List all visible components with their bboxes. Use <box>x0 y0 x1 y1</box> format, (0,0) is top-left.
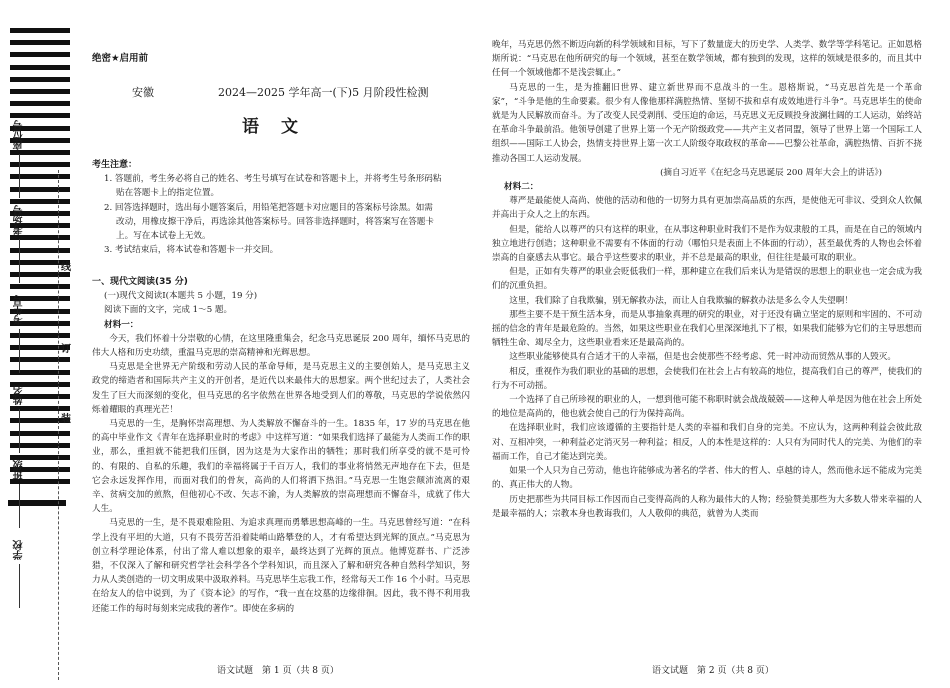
paragraph: 晚年，马克思仍然不断迈向新的科学领域和目标，写下了数量庞大的历史学、人类学、数学等学科笔记。正如恩格斯所说：“马克思在他所研究的每一个领域，甚至在数学领域，都有独到的发现，这样的领域是很多的，而且其中任何一个领域他都不是浅尝辄止。” <box>492 40 922 79</box>
page-1 <box>92 0 470 688</box>
paragraph: 马克思是全世界无产阶级和劳动人民的革命导师，是马克思主义的主要创始人，是马克思主义政党的缔造者和国际共产主义的开创者，是近代以来最伟大的思想家。两个世纪过去了，人类社会发生了巨大而深刻的变化，但马克思的名字依然在世界各地受到人们的尊敬，马克思的学说依然闪烁着耀眼的真理光芒！ <box>92 362 470 415</box>
paragraph: 今天，我们怀着十分崇敬的心情，在这里隆重集会，纪念马克思诞辰 200 周年，缅怀马克思的伟大人格和历史功绩，重温马克思的崇高精神和光辉思想。 <box>92 333 470 359</box>
barcode-stripe <box>10 52 70 57</box>
exam-name: 2024—2025 学年高一(下)5 月阶段性检测 <box>218 86 429 99</box>
section-1 <box>92 275 470 616</box>
paragraph: 马克思的一生，是胸怀崇高理想、为人类解放不懈奋斗的一生。1835 年，17 岁的马克思在他的高中毕业作文《青年在选择职业时的考虑》中这样写道：“如果我们选择了最能为人类而工作的职业，那么，重担就不能把我们压倒，因为这是为大家作出的牺牲；那时我们所享受的就不是可怜的、有限的、自私的乐趣，我们的幸福将属于千百万人，我们的事业将悄然无声地存在下去，但是它会永远发挥作用，而面对我们的骨灰，高尚的人们将洒下热泪。”马克思一生饱尝颠沛流离的艰辛、贫病交加的煎熬，但他初心不改、矢志不渝，为人类解放的崇高理想而不懈奋斗，成就了伟大人生。 <box>92 419 470 515</box>
paragraph: 在选择职业时，我们应该遵循的主要指针是人类的幸福和我们自身的完美。不应认为，这两种利益会彼此敌对、互相冲突，一种利益必定消灭另一种利益；相反，人的本性是这样的：人只有为同时代人的完美、为他们的幸福而工作，自己才能达到完美。 <box>492 423 922 462</box>
notice-item: 上。写在本试卷上无效。 <box>116 231 211 242</box>
barcode-stripe <box>10 101 70 106</box>
barcode-stripe <box>10 284 70 289</box>
paragraph: 相反，重视作为我们职业的基础的思想，会使我们在社会上占有较高的地位，提高我们自己的尊严，使我们的行为不可动摇。 <box>492 366 922 391</box>
paragraph: 历史把那些为共同目标工作因而自己变得高尚的人称为最伟大的人物；经验赞美那些为大多数人带来幸福的人是最幸福的人；宗教本身也教诲我们，人人敬仰的典范，就曾为人类而 <box>492 494 922 519</box>
page-footer: 语文试题 第 2 页（共 8 页） <box>652 666 774 676</box>
notice-item: 1. 答题前，考生务必将自己的姓名、考生号填写在试卷和答题卡上，并将考生号条形码粘 <box>104 174 442 185</box>
paragraph: 马克思的一生，是为推翻旧世界、建立新世界而不息战斗的一生。恩格斯说，“马克思首先是一个革命家”，“斗争是他的生命要素。很少有人像他那样满腔热情、坚韧不拔和卓有成效地进行斗争”。马克思毕生的使命就是为人民解放而奋斗。为了改变人民受剥削、受压迫的命运，马克思义无反顾投身波澜壮阔的工人运动，始终站在革命斗争最前沿。他领导创建了世界上第一个无产阶级政党——共产主义者同盟，领导了世界上第一个国际工人组织——国际工人协会，热情支持世界上第一次工人阶级夺取政权的革命——巴黎公社革命，满腔热情、百折不挠推动各国工人运动发展。 <box>492 82 922 164</box>
cut-mark-line: 线 <box>61 262 71 273</box>
barcode-stripe <box>10 77 70 82</box>
paragraph: 但是，正如有失尊严的职业会贬低我们一样，那种建立在我们后来认为是错误的思想上的职业也一定会成为我们的沉重负担。 <box>492 267 922 292</box>
notice-item: 2. 回答选择题时，选出每小题答案后，用铅笔把答题卡对应题目的答案标号涂黑。如需 <box>104 202 433 213</box>
notice-item: 贴在答题卡上的指定位置。 <box>116 188 220 199</box>
class-field[interactable]: 班级 <box>12 460 27 528</box>
paragraph: 这里，我们除了自我欺骗，别无解救办法，而让人自我欺骗的解救办法是多么令人失望啊！ <box>509 295 853 306</box>
student-number-field[interactable]: 考生号 <box>12 295 27 373</box>
notice-title: 考生注意： <box>92 160 138 170</box>
notice-block <box>92 158 470 257</box>
name-field[interactable]: 姓名 <box>12 385 27 453</box>
subject-title: 语文 <box>242 117 320 137</box>
source-citation: (摘自习近平《在纪念马克思诞辰 200 周年大会上的讲话》) <box>660 167 882 178</box>
page-2-body <box>492 38 922 521</box>
cut-mark-bind: 订 <box>61 344 71 355</box>
section-title: 一、现代文阅读(35 分) <box>92 277 188 287</box>
secret-label: 绝密★启用前 <box>92 53 149 64</box>
school-field[interactable]: 学校 <box>12 540 27 608</box>
cut-line <box>58 170 59 680</box>
barcode-stripe <box>10 199 70 204</box>
paragraph: 一个选择了自己所珍视的职业的人，一想到他可能不称职时就会战战兢兢——这种人单是因为他在社会上所处的地位是高尚的，他也就会使自己的行为保持高尚。 <box>492 395 922 420</box>
paragraph: 这些职业能够使具有合适才干的人幸福，但是也会使那些不经考虑、凭一时冲动而贸然从事的人毁灭。 <box>509 352 896 363</box>
barcode-stripe <box>10 28 70 33</box>
paragraph: 如果一个人只为自己劳动，他也许能够成为著名的学者、伟大的哲人、卓越的诗人，然而他永远不能成为完美的、真正伟大的人物。 <box>492 466 922 491</box>
notice-item: 3. 考试结束后，将本试卷和答题卡一并交回。 <box>104 245 279 256</box>
subsection-title: (一)现代文阅读Ⅰ(本题共 5 小题，19 分) <box>104 291 258 302</box>
seat-number-field[interactable]: 座位号 <box>12 120 27 198</box>
barcode-stripe <box>10 89 70 94</box>
page-footer: 语文试题 第 1 页（共 8 页） <box>217 666 339 676</box>
binding-strip <box>0 0 88 688</box>
paragraph: 马克思的一生，是不畏艰难险阻、为追求真理而勇攀思想高峰的一生。马克思曾经写道：“在科学上没有平坦的大道，只有不畏劳苦沿着陡峭山路攀登的人，才有希望达到光辉的顶点。”马克思为创立科学理论体系，付出了常人难以想象的艰辛，最终达到了光辉的顶点。他博览群书、广泛涉猎，不仅深入了解和研究哲学社会科学各个学科知识，而且深入了解和研究各种自然科学知识，努力从人类创造的一切文明成果中汲取养料。马克思毕生忘我工作，经常每天工作 16 个小时。马克思在给友人的信中说到，为了《资本论》的写作，“我一直在坟墓的边缘徘徊。因此，我不得不利用我还能工作的每时每刻来完成我的著作”。即使在多病的 <box>92 518 470 614</box>
cut-mark-install: 装 <box>61 414 71 425</box>
paragraph: 但是，能给人以尊严的只有这样的职业，在从事这种职业时我们不是作为奴隶般的工具，而是在自己的领域内独立地进行创造；这种职业不需要有不体面的行动（哪怕只是表面上不体面的行动），甚至最优秀的人物也会怀着崇高的自豪感去从事它。最合乎这些要求的职业，并不总是最高的职业，但往往是最可取的职业。 <box>492 224 922 264</box>
material-1-label: 材料一： <box>104 319 139 330</box>
instruction: 阅读下面的文字，完成 1～5 题。 <box>104 305 233 316</box>
barcode-stripe <box>10 40 70 45</box>
material-2-label: 材料二： <box>504 182 539 193</box>
barcode-stripe <box>10 65 70 70</box>
barcode-stripe <box>10 113 70 118</box>
exam-room-field[interactable]: 考场号 <box>12 205 27 283</box>
page-2 <box>492 0 922 688</box>
paragraph: 那些主要不是干预生活本身，而是从事抽象真理的研究的职业，对于还没有确立坚定的原则和牢固的、不可动摇的信念的青年是最危险的。当然，如果这些职业在我们心里深深地扎下了根，如果我们能够为它们的主导思想而牺牲生命、竭尽全力，这些职业看来还是最高尚的。 <box>492 309 922 349</box>
paragraph: 尊严是最能使人高尚、使他的活动和他的一切努力具有更加崇高品质的东西，是使他无可非议、受到众人钦佩并高出于众人之上的东西。 <box>492 196 922 221</box>
notice-item: 改动，用橡皮擦干净后，再选涂其他答案标号。回答非选择题时，将答案写在答题卡 <box>116 216 434 227</box>
province: 安徽 <box>132 86 154 99</box>
